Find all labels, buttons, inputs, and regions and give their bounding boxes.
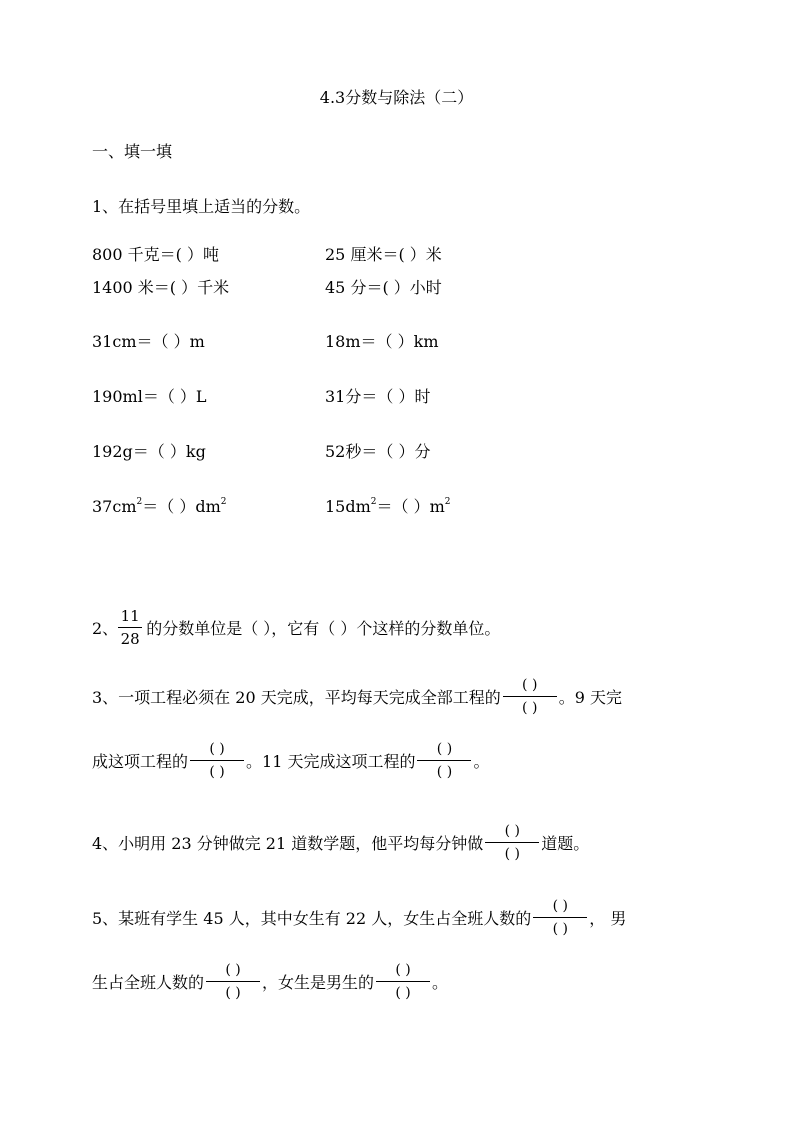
question-text: 。9 天完 [558,687,622,707]
question-1-prompt: 1、在括号里填上适当的分数。 [92,197,311,216]
superscript: 2 [136,497,143,507]
conversion-right: 18m＝（ ）km [325,332,439,351]
unit-text: 15dm [325,497,371,516]
answer-fraction-blank[interactable] [503,674,557,719]
answer-fraction-blank[interactable] [190,738,244,783]
question-3-line-1 [92,671,622,721]
blank-denominator: ( ) [209,763,225,780]
question-3-line-2 [92,735,489,785]
question-text: ， 男 [589,908,627,928]
conversion-left: 1400 米＝( ）千米 [92,278,230,297]
conversion-left: 800 千克＝( ）吨 [92,245,219,264]
question-text: 道题。 [541,833,590,853]
blank-denominator: ( ) [552,920,568,937]
fraction-denominator: 28 [120,629,140,648]
answer-fraction-blank[interactable] [417,738,471,783]
blank-numerator: ( ) [436,740,453,757]
conversion-right: 52秒＝（ ）分 [325,442,431,461]
blank-numerator: ( ) [225,961,241,978]
blank-numerator: ( ) [395,961,411,978]
question-text: 3、一项工程必须在 20 天完成，平均每天完成全部工程的 [92,687,501,707]
question-number: 2、 [92,618,119,638]
unit-text: 37cm [92,497,137,516]
question-text: 5、某班有学生 45 人，其中女生有 22 人，女生占全班人数的 [92,908,532,928]
fraction [118,605,142,650]
blank-denominator: ( ) [395,984,411,1001]
question-5-line-1 [92,892,626,942]
question-text: 生占全班人数的 [92,972,205,992]
blank-numerator: ( ) [504,822,520,839]
blank-denominator: ( ) [504,845,520,862]
question-2 [92,602,500,652]
question-text: 4、小明用 23 分钟做完 21 道数学题，他平均每分钟做 [92,833,484,853]
answer-fraction-blank[interactable] [485,820,539,865]
question-text: 。11 天完成这项工程的 [246,751,416,771]
page-title: 4.3分数与除法（二） [319,88,474,107]
blank-numerator: ( ) [552,897,568,914]
superscript: 2 [220,497,227,507]
blank-numerator: ( ) [209,740,225,757]
question-5-line-2 [92,956,448,1006]
question-text: 。 [473,751,490,771]
question-text: 。 [432,972,449,992]
answer-fraction-blank[interactable] [376,959,430,1004]
conversion-right: 25 厘米＝( ）米 [325,245,442,264]
blank-denominator: ( ) [225,984,241,1001]
superscript: 2 [370,497,377,507]
superscript: 2 [444,497,451,507]
conversion-right: 45 分＝( ）小时 [325,278,442,297]
conversion-left: 190ml＝（ ）L [92,387,207,406]
answer-fraction-blank[interactable] [533,895,587,940]
question-4 [92,817,589,867]
blank-numerator: ( ) [522,676,538,693]
blank-text: ＝（ ）m [376,497,445,516]
blank-text: ＝（ ）dm [142,497,221,516]
question-text: 的分数单位是（ ），它有（ ）个这样的分数单位。 [146,618,501,638]
question-text: ，女生是男生的 [262,972,375,992]
section-heading: 一、填一填 [92,142,173,161]
conversion-left [92,497,226,517]
conversion-left: 31cm＝（ ）m [92,332,205,351]
conversion-left: 192g＝（ ）kg [92,442,206,461]
blank-denominator: ( ) [436,763,453,780]
blank-denominator: ( ) [522,699,538,716]
conversion-right: 31分＝（ ）时 [325,387,431,406]
conversion-right [325,497,451,517]
question-text: 成这项工程的 [92,751,189,771]
answer-fraction-blank[interactable] [206,959,260,1004]
fraction-numerator: 11 [120,606,140,625]
